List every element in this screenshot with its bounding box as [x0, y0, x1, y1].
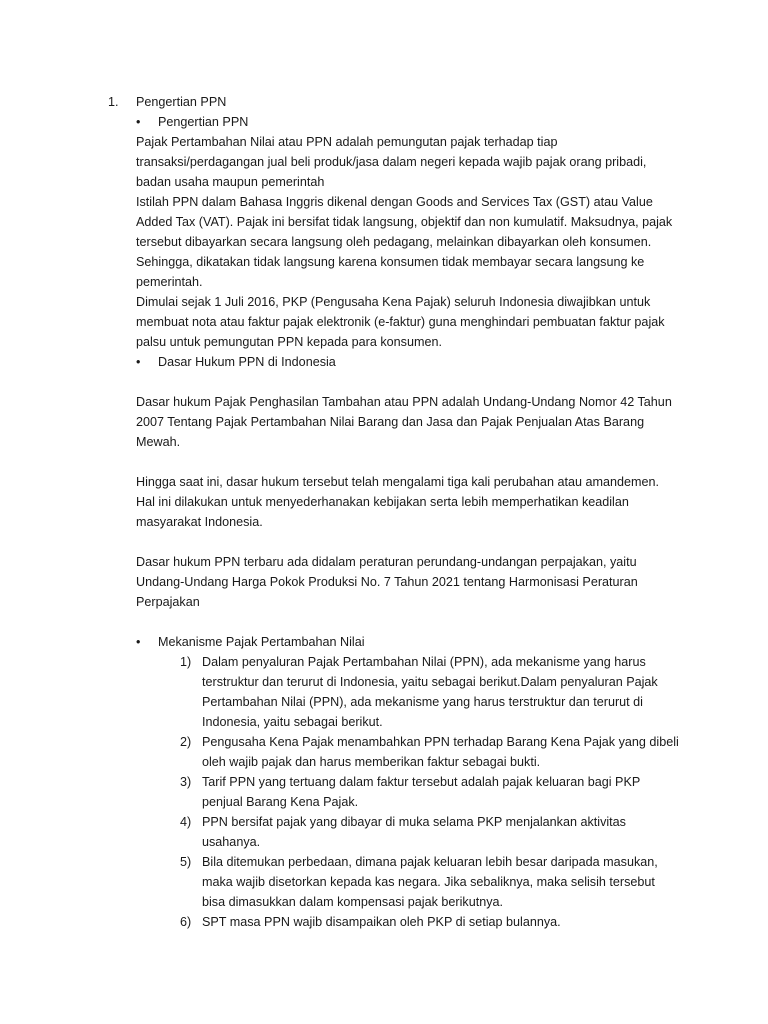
- item-text: Dalam penyaluran Pajak Pertambahan Nilai (PPN), ada mekanisme yang harus terstruktur dan terurut di Indonesia, yaitu sebagai berikut.Dalam penyaluran Pajak Pertambahan Nilai (PPN), ada mekanisme yang harus terstruktur dan terurut di Indonesia, yaitu sebagai berikut.: [202, 655, 658, 729]
- item-number: 2): [180, 735, 192, 749]
- bullet-label: Mekanisme Pajak Pertambahan Nilai: [158, 635, 365, 649]
- bullet-label: Pengertian PPN: [158, 115, 249, 129]
- spacer: [108, 532, 680, 552]
- document-body: [108, 92, 680, 932]
- bullet-pengertian: [108, 112, 680, 132]
- heading-text: Pengertian PPN: [136, 95, 227, 109]
- bullet-label: Dasar Hukum PPN di Indonesia: [158, 355, 336, 369]
- paragraph: Dimulai sejak 1 Juli 2016, PKP (Pengusaha Kena Pajak) seluruh Indonesia diwajibkan untuk membuat nota atau faktur pajak elektronik (e-faktur) guna menghindari pembuatan faktur pajak palsu untuk pemungutan PPN kepada para konsumen.: [136, 295, 665, 349]
- bullet-dot: •: [136, 115, 141, 129]
- numbered-item: [108, 812, 680, 852]
- item-text: PPN bersifat pajak yang dibayar di muka selama PKP menjalankan aktivitas usahanya.: [202, 815, 626, 849]
- item-number: 6): [180, 915, 192, 929]
- numbered-item: [108, 732, 680, 772]
- numbered-item: [108, 852, 680, 912]
- numbered-item: [108, 912, 680, 932]
- paragraph: Pajak Pertambahan Nilai atau PPN adalah pemungutan pajak terhadap tiap transaksi/perdagangan jual beli produk/jasa dalam negeri kepada wajib pajak orang pribadi, badan usaha maupun pemerintah: [136, 135, 647, 189]
- item-text: Tarif PPN yang tertuang dalam faktur tersebut adalah pajak keluaran bagi PKP penjual Barang Kena Pajak.: [202, 775, 641, 809]
- item-text: Pengusaha Kena Pajak menambahkan PPN terhadap Barang Kena Pajak yang dibeli oleh wajib pajak dan harus memberikan faktur sebagai bukti.: [202, 735, 679, 769]
- paragraph: Dasar hukum PPN terbaru ada didalam peraturan perundang-undangan perpajakan, yaitu Undang-Undang Harga Pokok Produksi No. 7 Tahun 2021 tentang Harmonisasi Peraturan Perpajakan: [136, 555, 638, 609]
- paragraph: Dasar hukum Pajak Penghasilan Tambahan atau PPN adalah Undang-Undang Nomor 42 Tahun 2007 Tentang Pajak Pertambahan Nilai Barang dan Jasa dan Pajak Penjualan Atas Barang Mewah.: [136, 395, 672, 449]
- item-number: 1): [180, 655, 192, 669]
- numbered-item: [108, 652, 680, 732]
- heading-item: [108, 92, 680, 112]
- spacer: [108, 452, 680, 472]
- paragraph: Hingga saat ini, dasar hukum tersebut telah mengalami tiga kali perubahan atau amandemen. Hal ini dilakukan untuk menyederhanakan kebijakan serta lebih memperhatikan keadilan masyarakat Indonesia.: [136, 475, 659, 529]
- bullet-dot: •: [136, 355, 141, 369]
- bullet-dasar-hukum: [108, 352, 680, 372]
- spacer: [108, 612, 680, 632]
- item-number: 5): [180, 855, 192, 869]
- item-number: 3): [180, 775, 192, 789]
- bullet-dot: •: [136, 635, 141, 649]
- numbered-item: [108, 772, 680, 812]
- paragraph: Istilah PPN dalam Bahasa Inggris dikenal dengan Goods and Services Tax (GST) atau Value Added Tax (VAT). Pajak ini bersifat tidak langsung, objektif dan non kumulatif. Maksudnya, pajak tersebut dibayarkan secara langsung oleh pedagang, melainkan dibayarkan oleh konsumen. Sehingga, dikatakan tidak langsung karena konsumen tidak membayar secara langsung ke pemerintah.: [136, 195, 673, 289]
- bullet-mekanisme: [108, 632, 680, 652]
- item-text: Bila ditemukan perbedaan, dimana pajak keluaran lebih besar daripada masukan, maka wajib disetorkan kepada kas negara. Jika sebaliknya, maka selisih tersebut bisa dimasukkan dalam kompensasi pajak berikutnya.: [202, 855, 658, 909]
- spacer: [108, 372, 680, 392]
- item-text: SPT masa PPN wajib disampaikan oleh PKP di setiap bulannya.: [202, 915, 561, 929]
- item-number: 4): [180, 815, 192, 829]
- heading-number: 1.: [108, 95, 119, 109]
